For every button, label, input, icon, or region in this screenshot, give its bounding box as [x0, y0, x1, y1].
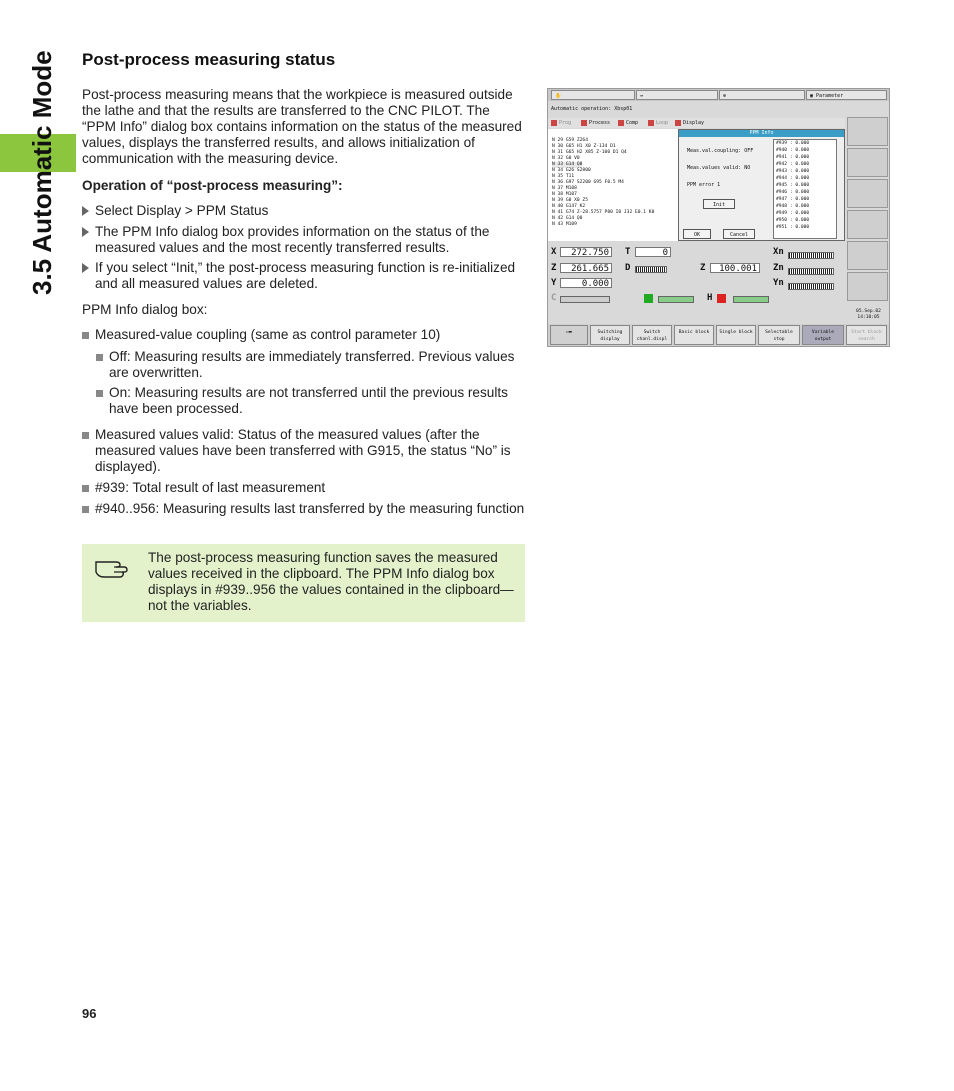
section-heading: Post-process measuring status — [82, 50, 336, 69]
program-line: N 32 G0 V0 — [552, 156, 580, 161]
value-row: #947 : 0.000 — [776, 197, 810, 202]
arrow-icon — [82, 206, 89, 216]
value-row: #942 : 0.000 — [776, 162, 810, 167]
intro-paragraph: Post-process measuring means that the workpiece is measured outside the lathe and that the results are transferred to the CNC PILOT. The “PPM Info” dialog box contains information on the status of the measured values, displays the transferred results, and allows initialization of communication with the measuring device. — [82, 87, 522, 166]
program-line: N 33 G14 Q0 — [552, 162, 583, 167]
bullet-icon — [82, 432, 89, 439]
program-line: N 29 G59 Z264 — [552, 138, 588, 143]
menu-comp[interactable]: Comp — [618, 119, 638, 127]
vertical-softkey[interactable] — [847, 272, 888, 301]
ok-button[interactable]: OK — [683, 229, 711, 239]
softkey-start-block-search[interactable]: Start block search — [846, 325, 887, 345]
c-axis-bar — [560, 296, 610, 303]
vertical-softkey[interactable] — [847, 117, 888, 146]
axis-zn-label: Zn — [773, 263, 784, 273]
mode-title: Automatic operation: Xbsp01 — [551, 106, 633, 112]
tool-t-label: T — [625, 247, 631, 257]
bullet-icon — [82, 332, 89, 339]
hand-icon: ✋ — [555, 93, 562, 99]
green-status-icon — [644, 294, 653, 303]
program-line: N 40 G147 K2 — [552, 204, 586, 209]
bullet-icon — [96, 354, 103, 361]
load-bar-z — [788, 268, 834, 275]
softkey-switching-display[interactable]: Switching display — [590, 325, 630, 345]
cancel-button[interactable]: Cancel — [723, 229, 755, 239]
pointing-hand-icon — [94, 554, 130, 580]
ppm-label: PPM Info dialog box: — [82, 302, 208, 317]
axis-y-label: Y — [551, 278, 557, 288]
init-button[interactable]: Init — [703, 199, 735, 209]
menu-display[interactable]: Display — [675, 119, 704, 127]
tab-automatic[interactable] — [636, 90, 718, 100]
menu-loop[interactable]: Loop — [648, 119, 668, 127]
bullet-item: Measured-value coupling (same as control parameter 10) — [82, 327, 525, 343]
program-line: N 34 G26 S2800 — [552, 168, 591, 173]
position-display — [548, 244, 845, 308]
value-row: #940 : 0.000 — [776, 148, 810, 153]
softkey-row — [548, 324, 889, 346]
program-line: N 43 M109 — [552, 222, 577, 227]
vertical-softkey[interactable] — [847, 148, 888, 177]
value-row: #950 : 0.000 — [776, 218, 810, 223]
cnc-screenshot — [547, 88, 890, 347]
bullet-item: #940..956: Measuring results last transferred by the measuring function — [82, 501, 525, 517]
axis-y-value: 0.000 — [560, 278, 612, 288]
values-list[interactable] — [773, 139, 837, 239]
tab-reference[interactable] — [719, 90, 805, 100]
program-line: N 35 T11 — [552, 174, 575, 179]
dialog-title: PPM Info — [679, 130, 844, 137]
tab-machine[interactable] — [551, 90, 635, 100]
arrow-icon — [82, 227, 89, 237]
value-row: #939 : 0.000 — [776, 141, 810, 146]
bullet-icon — [96, 390, 103, 397]
vertical-softkey[interactable] — [847, 210, 888, 239]
axis-z2-value: 100.001 — [710, 263, 760, 273]
valid-status: Meas.values valid: NO — [687, 165, 751, 171]
machine-icon: ▭▬ — [550, 325, 588, 345]
axis-xn-label: Xn — [773, 247, 784, 257]
stop-icon — [717, 294, 726, 303]
program-line: N 37 M108 — [552, 186, 577, 191]
arrow-icon: ⇛ — [640, 93, 644, 99]
spindle-bar — [733, 296, 769, 303]
program-line: N 31 G65 H2 X85 Z-100 D1 Q4 — [552, 150, 627, 155]
page-number: 96 — [82, 1006, 97, 1021]
program-line: N 36 G97 S2200 G95 F0.5 M4 — [552, 180, 624, 185]
arrow-icon — [82, 263, 89, 273]
time: 14:10:05 — [857, 315, 880, 320]
value-row: #945 : 0.000 — [776, 183, 810, 188]
axis-z2-label: Z — [700, 263, 706, 273]
axis-c-label: C — [551, 293, 557, 303]
program-line: N 30 G65 H1 X0 Z-134 D1 — [552, 144, 616, 149]
softkey-variable-output[interactable]: Variable output — [802, 325, 844, 345]
program-line: N 38 M107 — [552, 192, 577, 197]
chapter-title: 3.5 Automatic Mode — [27, 50, 57, 295]
value-row: #944 : 0.000 — [776, 176, 810, 181]
date: 05.Sep.02 — [856, 309, 881, 314]
disk-icon: ▣ — [810, 93, 814, 99]
bullet-item: #939: Total result of last measurement — [82, 480, 525, 496]
vertical-softkey[interactable] — [847, 241, 888, 270]
tool-t-value: 0 — [635, 247, 671, 257]
axis-yn-label: Yn — [773, 278, 784, 288]
menu-bar — [548, 118, 845, 128]
coupling-status: Meas.val.coupling: OFF — [687, 148, 754, 154]
value-row: #951 : 0.000 — [776, 225, 810, 230]
d-bar — [635, 266, 667, 273]
vertical-softkeys — [847, 117, 888, 303]
value-row: #948 : 0.000 — [776, 204, 810, 209]
axis-z-label: Z — [551, 263, 557, 273]
softkey-switch-channel[interactable]: Switch chanl.displ — [632, 325, 672, 345]
softkey-single-block[interactable]: Single block — [716, 325, 756, 345]
axis-x-label: X — [551, 247, 557, 257]
program-line: N 42 G14 Q0 — [552, 216, 583, 221]
value-row: #949 : 0.000 — [776, 211, 810, 216]
sub-bullet-item: On: Measuring results are not transferred until the previous results have been processed. — [96, 385, 525, 417]
softkey-basic-block[interactable]: Basic block — [674, 325, 714, 345]
bullet-item: Measured values valid: Status of the measured values (after the measured values have been transferred with G915, the status “No” is displayed). — [82, 427, 525, 475]
menu-prog[interactable]: Prog — [551, 119, 571, 127]
value-row: #943 : 0.000 — [776, 169, 810, 174]
sub-bullet-item: Off: Measuring results are immediately transferred. Previous values are overwritten. — [96, 349, 525, 381]
reference-icon: ⊕ — [723, 93, 727, 99]
load-bar-x — [788, 252, 834, 259]
ppm-error: PPM error 1 — [687, 182, 721, 188]
ppm-info-dialog — [678, 129, 845, 241]
screen-tab-bar — [548, 89, 889, 101]
program-line: N 39 G0 X0 Z5 — [552, 198, 588, 203]
date-time — [848, 309, 889, 321]
bullet-icon — [82, 506, 89, 513]
softkey-selectable-stop[interactable]: Selectable stop — [758, 325, 800, 345]
load-bar-y — [788, 283, 834, 290]
tab-parameter[interactable]: ▣ Parameter — [806, 90, 887, 100]
spindle-h-label: H — [707, 293, 713, 303]
note-box — [82, 544, 525, 622]
step-item: Select Display > PPM Status — [82, 203, 525, 219]
tool-d-label: D — [625, 263, 631, 273]
bullet-icon — [82, 485, 89, 492]
value-row: #941 : 0.000 — [776, 155, 810, 160]
step-item: The PPM Info dialog box provides information on the status of the measured values and the most recently transferred results. — [82, 224, 525, 256]
feed-bar — [658, 296, 694, 303]
axis-z-value: 261.665 — [560, 263, 612, 273]
axis-x-value: 272.750 — [560, 247, 612, 257]
step-item: If you select “Init,” the post-process measuring function is re-initialized and all measured values are deleted. — [82, 260, 525, 292]
note-text: The post-process measuring function saves the measured values received in the clipboard. The PPM Info dialog box displays in #939..956 the values contained in the clipboard—not the variables. — [148, 550, 514, 613]
menu-process[interactable]: Process — [581, 119, 610, 127]
vertical-softkey[interactable] — [847, 179, 888, 208]
operation-heading: Operation of “post-process measuring”: — [82, 178, 343, 193]
program-line: N 41 G74 Z-28.5757 P80 I0 J32 E0.1 K0 — [552, 210, 655, 215]
value-row: #946 : 0.000 — [776, 190, 810, 195]
